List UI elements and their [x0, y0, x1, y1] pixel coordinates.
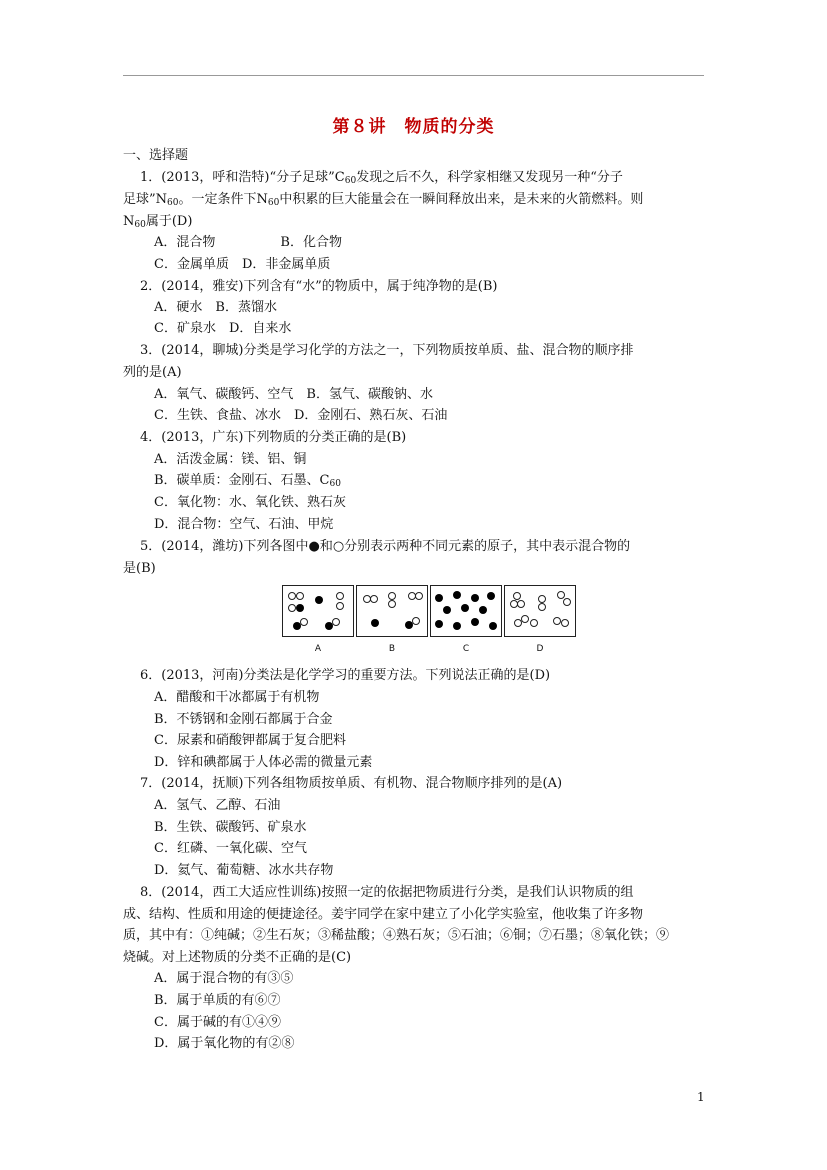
- q3-options-ab: A．氧气、碳酸钙、空气 B．氢气、碳酸钠、水: [154, 387, 433, 402]
- white-atom: [563, 598, 571, 606]
- diagram-label-d: D: [536, 644, 544, 654]
- q6-option-c: C．尿素和硝酸钾都属于复合肥料: [154, 733, 346, 748]
- q5-line2: 是(B): [123, 561, 156, 576]
- white-atom: [300, 618, 308, 626]
- q8-option-a: A．属于混合物的有③⑤: [154, 971, 294, 986]
- q1-line3: $N_{60}$属于(D): [123, 214, 193, 230]
- q1-line2: 足球$”N_{60}$。一定条件下$N_{60}$中积累的巨大能量会在一瞬间释放出来，是未来的火箭燃料。则: [123, 192, 644, 208]
- black-atom: [453, 591, 461, 599]
- white-atom: [513, 592, 521, 600]
- white-atom: [538, 603, 546, 611]
- q3-line1: 3．(2014，聊城)分类是学习化学的方法之一，下列物质按单质、盐、混合物的顺序排: [140, 343, 634, 358]
- diagram-box-a: [282, 585, 354, 654]
- black-atom: [453, 622, 461, 630]
- black-atom: [296, 604, 304, 612]
- white-atom: [517, 600, 525, 608]
- white-atom: [336, 602, 344, 610]
- white-atom: [296, 592, 304, 600]
- black-atom: [471, 594, 479, 602]
- q4-option-d: D．混合物：空气、石油、甲烷: [154, 517, 334, 532]
- q3-options-cd: C．生铁、食盐、冰水 D．金刚石、熟石灰、石油: [154, 408, 448, 423]
- q2-options-ab: A．硬水 B．蒸馏水: [154, 300, 277, 315]
- diagram-box-b: [356, 585, 428, 654]
- q8-line4: 烧碱。对上述物质的分类不正确的是(C): [123, 950, 352, 965]
- q7-option-c: C．红磷、一氧化碳、空气: [154, 841, 307, 856]
- q2-stem: 2．(2014，雅安)下列含有“水”的物质中，属于纯净物的是(B): [140, 279, 498, 294]
- diagram-box-d: [504, 585, 576, 654]
- white-atom: [336, 592, 344, 600]
- q7-stem: 7．(2014，抚顺)下列各组物质按单质、有机物、混合物顺序排列的是(A): [140, 776, 563, 791]
- q2-options-cd: C．矿泉水 D．自来水: [154, 321, 292, 336]
- black-atom: [487, 592, 495, 600]
- diagram-box-c: [430, 585, 502, 654]
- black-atom: [461, 604, 469, 612]
- black-atom: [435, 620, 443, 628]
- q1-options-ab: A．混合物 B．化合物: [154, 235, 342, 250]
- black-atom: [471, 618, 479, 626]
- q3-line2: 列的是(A): [123, 365, 182, 380]
- q8-option-d: D．属于氧化物的有②⑧: [154, 1036, 295, 1051]
- q8-option-c: C．属于碱的有①④⑨: [154, 1015, 281, 1030]
- page-number: 1: [697, 1090, 705, 1104]
- q6-stem: 6．(2013，河南)分类法是化学学习的重要方法。下列说法正确的是(D): [140, 668, 551, 683]
- white-atom: [388, 592, 396, 600]
- diagram-label-b: B: [388, 644, 396, 654]
- page-title: 第８讲 物质的分类: [332, 117, 495, 137]
- q8-line2: 成、结构、性质和用途的便捷途径。姜宇同学在家中建立了小化学实验室，他收集了许多物: [123, 907, 644, 922]
- q4-stem: 4．(2013，广东)下列物质的分类正确的是(B): [140, 430, 407, 445]
- white-atom: [415, 592, 423, 600]
- section-heading: 一、选择题: [123, 148, 189, 163]
- diagram-label-c: C: [462, 644, 470, 654]
- black-atom: [489, 622, 497, 630]
- q5-line1: 5．(2014，潍坊)下列各图中●和○分别表示两种不同元素的原子，其中表示混合物的: [140, 539, 631, 554]
- black-atom: [435, 594, 443, 602]
- q1-line1: 1．(2013，呼和浩特)“分子足球$”C_{60}$发现之后不久，科学家相继又发现另一种“分子: [140, 170, 623, 186]
- white-atom: [288, 592, 296, 600]
- q8-line1: 8．(2014，西工大适应性训练)按照一定的依据把物质进行分类，是我们认识物质的组: [140, 885, 634, 900]
- q4-option-c: C．氧化物：水、氧化铁、熟石灰: [154, 495, 346, 510]
- white-atom: [388, 600, 396, 608]
- header-rule: [123, 75, 704, 76]
- q6-option-a: A．醋酸和干冰都属于有机物: [154, 690, 320, 705]
- black-atom: [371, 619, 379, 627]
- black-atom: [443, 606, 451, 614]
- q1-options-cd: C．金属单质 D．非金属单质: [154, 257, 331, 272]
- white-atom: [561, 619, 569, 627]
- black-atom: [315, 596, 323, 604]
- q4-option-b: B．碳单质：金刚石、石墨、$C_{60}$: [154, 473, 341, 489]
- q7-option-a: A．氢气、乙醇、石油: [154, 798, 281, 813]
- black-atom: [479, 606, 487, 614]
- q7-option-b: B．生铁、碳酸钙、矿泉水: [154, 820, 307, 835]
- q8-line3: 质，其中有：①纯碱；②生石灰；③稀盐酸；④熟石灰；⑤石油；⑥铜；⑦石墨；⑧氧化铁；⑨: [123, 928, 670, 943]
- white-atom: [288, 604, 296, 612]
- diagram-label-a: A: [314, 644, 322, 654]
- white-atom: [521, 615, 529, 623]
- q7-option-d: D．氦气、葡萄糖、冰水共存物: [154, 863, 334, 878]
- q8-option-b: B．属于单质的有⑥⑦: [154, 993, 281, 1008]
- white-atom: [332, 618, 340, 626]
- q6-option-d: D．锌和碘都属于人体必需的微量元素: [154, 755, 373, 770]
- white-atom: [538, 595, 546, 603]
- white-atom: [412, 617, 420, 625]
- white-atom: [553, 617, 561, 625]
- q6-option-b: B．不锈钢和金刚石都属于合金: [154, 712, 333, 727]
- white-atom: [370, 595, 378, 603]
- white-atom: [530, 619, 538, 627]
- q4-option-a: A．活泼金属：镁、铝、铜: [154, 452, 307, 467]
